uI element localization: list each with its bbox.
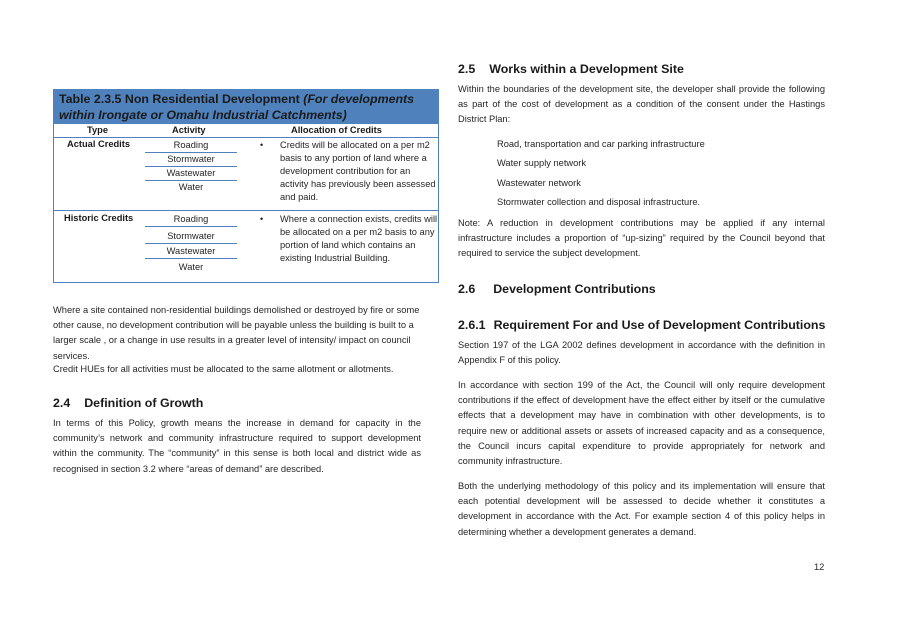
section-title: Definition of Growth	[84, 396, 204, 410]
bullet-icon: •	[260, 214, 264, 224]
paragraph-growth-definition: In terms of this Policy, growth means the increase in demand for capacity in the community’s network and community infrastructure required to support development within the community. The “community” in this sense is both local and district wide as recognised in section 3.2 where “areas of demand” are described.	[53, 418, 421, 474]
bullet-icon: •	[260, 140, 264, 150]
section-title: Requirement For and Use of Development Contributions	[493, 318, 826, 332]
activity-cell: Stormwater	[145, 230, 237, 244]
activity-cell: Stormwater	[145, 153, 237, 167]
credits-table	[53, 89, 439, 283]
table-header-type: Type	[87, 125, 109, 135]
activity-cell: Wastewater	[145, 245, 237, 259]
table-header-activity: Activity	[172, 125, 206, 135]
allocation-text: Where a connection exists, credits will be allocated on a per m2 basis to any portion of land which contains an existing Industrial Building.	[280, 214, 438, 263]
table-header-rule	[54, 137, 438, 138]
activity-cell: Wastewater	[145, 167, 237, 181]
section-number: 2.4	[53, 396, 71, 410]
activity-cell: Roading	[145, 139, 237, 153]
list-item: Stormwater collection and disposal infrastructure.	[497, 197, 701, 207]
page-number: 12	[814, 562, 825, 572]
paragraph-section-199: In accordance with section 199 of the Act, the Council will only require development contributions if the effect of development have the effect either by itself or the cumulative effects that a development may have in combination with other developments, is to require new or additional assets or assets of increased capacity and as a consequence, the Council incurs capital expenditure to provide appropriately for network and community infrastructure.	[458, 380, 825, 467]
list-item: Water supply network	[497, 158, 587, 168]
heading-2-6	[458, 282, 656, 296]
section-title: Works within a Development Site	[489, 62, 684, 76]
table-caption-main: Table 2.3.5 Non Residential Development	[59, 92, 304, 106]
row-type-actual: Actual Credits	[67, 139, 131, 149]
section-number: 2.6	[458, 282, 476, 296]
activity-cell: Roading	[145, 213, 237, 227]
paragraph-works-within-site: Within the boundaries of the development site, the developer shall provide the following as part of the cost of development as a condition of the consent under the Hastings District Plan:	[458, 84, 825, 125]
row-divider	[54, 210, 438, 211]
paragraph-demolished-buildings: Where a site contained non-residential buildings demolished or destroyed by fire or some other cause, no development contribution will be payable unless the building is built to a larger scale , or a change in use results in a greater level of intensity/ impact on council services.	[53, 305, 420, 361]
paragraph-methodology: Both the underlying methodology of this policy and its implementation will ensure that each potential development will be assessed to decide whether it constitutes a development in accordance with the Act. For example section 4 of this policy helps in determining whether a development generates a demand.	[458, 481, 825, 537]
paragraph-credit-hues: Credit HUEs for all activities must be allocated to the same allotment or allotments.	[53, 364, 394, 374]
section-number: 2.6.1	[458, 318, 486, 332]
paragraph-section-197: Section 197 of the LGA 2002 defines development in accordance with the definition in Appendix F of this policy.	[458, 340, 825, 366]
allocation-text: Credits will be allocated on a per m2 basis to any portion of land where a development contribution for an activity has previously been assessed and paid.	[280, 140, 436, 202]
row-type-historic: Historic Credits	[64, 213, 134, 223]
list-item: Wastewater network	[497, 178, 581, 188]
list-item: Road, transportation and car parking infrastructure	[497, 139, 705, 149]
paragraph-note: Note: A reduction in development contributions may be applied if any internal infrastructure includes a proportion of “up-sizing” required by the Council beyond that required to service the subject development.	[458, 218, 825, 259]
heading-2-4	[53, 396, 203, 410]
table-header-allocation: Allocation of Credits	[291, 125, 382, 135]
activity-cell: Water	[178, 182, 204, 192]
table-caption	[54, 90, 438, 124]
heading-2-6-1	[458, 318, 825, 332]
activity-cell: Water	[178, 262, 204, 272]
heading-2-5	[458, 62, 684, 76]
table-caption-italic: (For developments within Irongate or Omahu Industrial Catchments)	[59, 92, 415, 122]
section-number: 2.5	[458, 62, 476, 76]
section-title: Development Contributions	[493, 282, 656, 296]
